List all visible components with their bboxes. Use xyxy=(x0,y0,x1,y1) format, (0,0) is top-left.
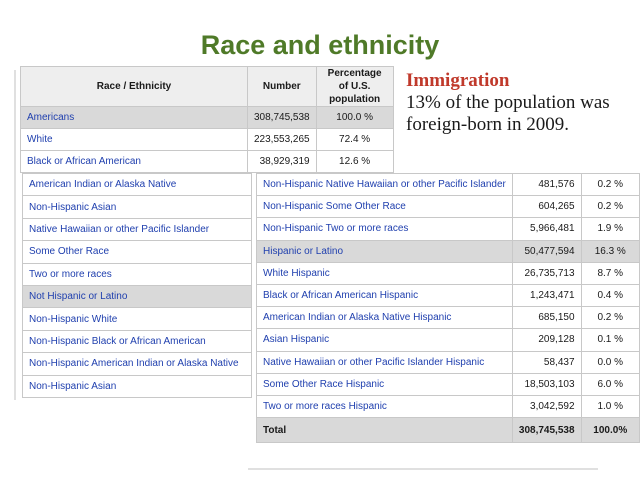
row-label-link[interactable]: Black or African American Hispanic xyxy=(257,284,513,306)
row-number: 3,042,592 xyxy=(512,395,581,417)
table-row xyxy=(257,240,640,262)
table-row xyxy=(257,307,640,329)
row-number: 50,477,594 xyxy=(512,240,581,262)
table-row xyxy=(23,263,252,285)
row-label-link[interactable]: Non-Hispanic Some Other Race xyxy=(257,196,513,218)
row-number: 5,966,481 xyxy=(512,218,581,240)
row-number: 604,265 xyxy=(512,196,581,218)
table-row xyxy=(257,395,640,417)
table-row xyxy=(23,330,252,352)
row-label-link[interactable]: American Indian or Alaska Native Hispanic xyxy=(257,307,513,329)
row-number: 1,243,471 xyxy=(512,284,581,306)
row-label-link[interactable]: Native Hawaiian or other Pacific Islander Hispanic xyxy=(257,351,513,373)
row-label-link[interactable]: Non-Hispanic American Indian or Alaska Native xyxy=(23,353,252,375)
col-header-race: Race / Ethnicity xyxy=(21,67,248,107)
row-label-link[interactable]: Non-Hispanic Black or African American xyxy=(23,330,252,352)
row-percent: 0.0 % xyxy=(581,351,639,373)
row-percent: 0.2 % xyxy=(581,196,639,218)
row-label-link[interactable]: Non-Hispanic Asian xyxy=(23,375,252,397)
row-percent: 72.4 % xyxy=(316,129,393,151)
row-number: 26,735,713 xyxy=(512,262,581,284)
row-percent: 0.4 % xyxy=(581,284,639,306)
row-percent: 100.0 % xyxy=(316,107,393,129)
slide-title: Race and ethnicity xyxy=(200,30,440,60)
row-label-link[interactable]: White Hispanic xyxy=(257,262,513,284)
row-percent: 1.0 % xyxy=(581,395,639,417)
row-number: 223,553,265 xyxy=(248,129,317,151)
table-row xyxy=(23,174,252,196)
row-label-link[interactable]: White xyxy=(21,129,248,151)
row-percent: 0.1 % xyxy=(581,329,639,351)
col-header-number: Number xyxy=(248,67,317,107)
total-number: 308,745,538 xyxy=(512,418,581,443)
table-row xyxy=(23,196,252,218)
row-label-link[interactable]: Native Hawaiian or other Pacific Islander xyxy=(23,218,252,240)
table-row xyxy=(257,284,640,306)
row-number: 308,745,538 xyxy=(248,107,317,129)
row-percent: 1.9 % xyxy=(581,218,639,240)
row-percent: 0.2 % xyxy=(581,307,639,329)
row-label-link[interactable]: Hispanic or Latino xyxy=(257,240,513,262)
row-label-link[interactable]: Black or African American xyxy=(21,151,248,173)
row-number: 209,128 xyxy=(512,329,581,351)
row-label-link[interactable]: American Indian or Alaska Native xyxy=(23,174,252,196)
note-heading: Immigration xyxy=(406,70,510,91)
row-label-link[interactable]: Two or more races xyxy=(23,263,252,285)
row-percent: 0.2 % xyxy=(581,174,639,196)
row-percent: 12.6 % xyxy=(316,151,393,173)
row-label-link[interactable]: Some Other Race Hispanic xyxy=(257,373,513,395)
table-row xyxy=(257,262,640,284)
table-row xyxy=(23,218,252,240)
row-label-link[interactable]: Non-Hispanic Native Hawaiian or other Pacific Islander xyxy=(257,174,513,196)
table-row xyxy=(257,174,640,196)
table-row xyxy=(257,218,640,240)
row-label-link[interactable]: Two or more races Hispanic xyxy=(257,395,513,417)
total-label: Total xyxy=(257,418,513,443)
row-number: 38,929,319 xyxy=(248,151,317,173)
table-row xyxy=(257,196,640,218)
row-number: 685,150 xyxy=(512,307,581,329)
row-label-link[interactable]: Not Hispanic or Latino xyxy=(23,285,252,307)
row-label-link[interactable]: Some Other Race xyxy=(23,241,252,263)
row-percent: 8.7 % xyxy=(581,262,639,284)
table-row xyxy=(257,329,640,351)
immigration-note xyxy=(406,70,636,136)
row-label-link[interactable]: Non-Hispanic White xyxy=(23,308,252,330)
table-row xyxy=(23,353,252,375)
table-row xyxy=(23,308,252,330)
note-text: 13% of the population was foreign-born in 2009. xyxy=(406,92,610,135)
table-row xyxy=(21,129,394,151)
row-number: 18,503,103 xyxy=(512,373,581,395)
row-percent: 16.3 % xyxy=(581,240,639,262)
table-row xyxy=(257,351,640,373)
row-label-link[interactable]: Non-Hispanic Asian xyxy=(23,196,252,218)
col-header-percentage: Percentage of U.S. population xyxy=(316,67,393,107)
row-label-link[interactable]: Americans xyxy=(21,107,248,129)
table-row xyxy=(257,373,640,395)
row-percent: 6.0 % xyxy=(581,373,639,395)
table-row xyxy=(21,151,394,173)
table-row xyxy=(23,375,252,397)
table-row xyxy=(23,241,252,263)
row-number: 58,437 xyxy=(512,351,581,373)
left-border-line xyxy=(14,70,16,400)
table-race-summary xyxy=(20,66,394,173)
total-percent: 100.0% xyxy=(581,418,639,443)
row-label-link[interactable]: Non-Hispanic Two or more races xyxy=(257,218,513,240)
table-total-row xyxy=(257,418,640,443)
bottom-border-line xyxy=(248,468,598,470)
table-row xyxy=(21,107,394,129)
row-number: 481,576 xyxy=(512,174,581,196)
table-row xyxy=(23,285,252,307)
table-race-list xyxy=(22,173,252,398)
row-label-link[interactable]: Asian Hispanic xyxy=(257,329,513,351)
table-hispanic-breakdown xyxy=(256,173,640,443)
